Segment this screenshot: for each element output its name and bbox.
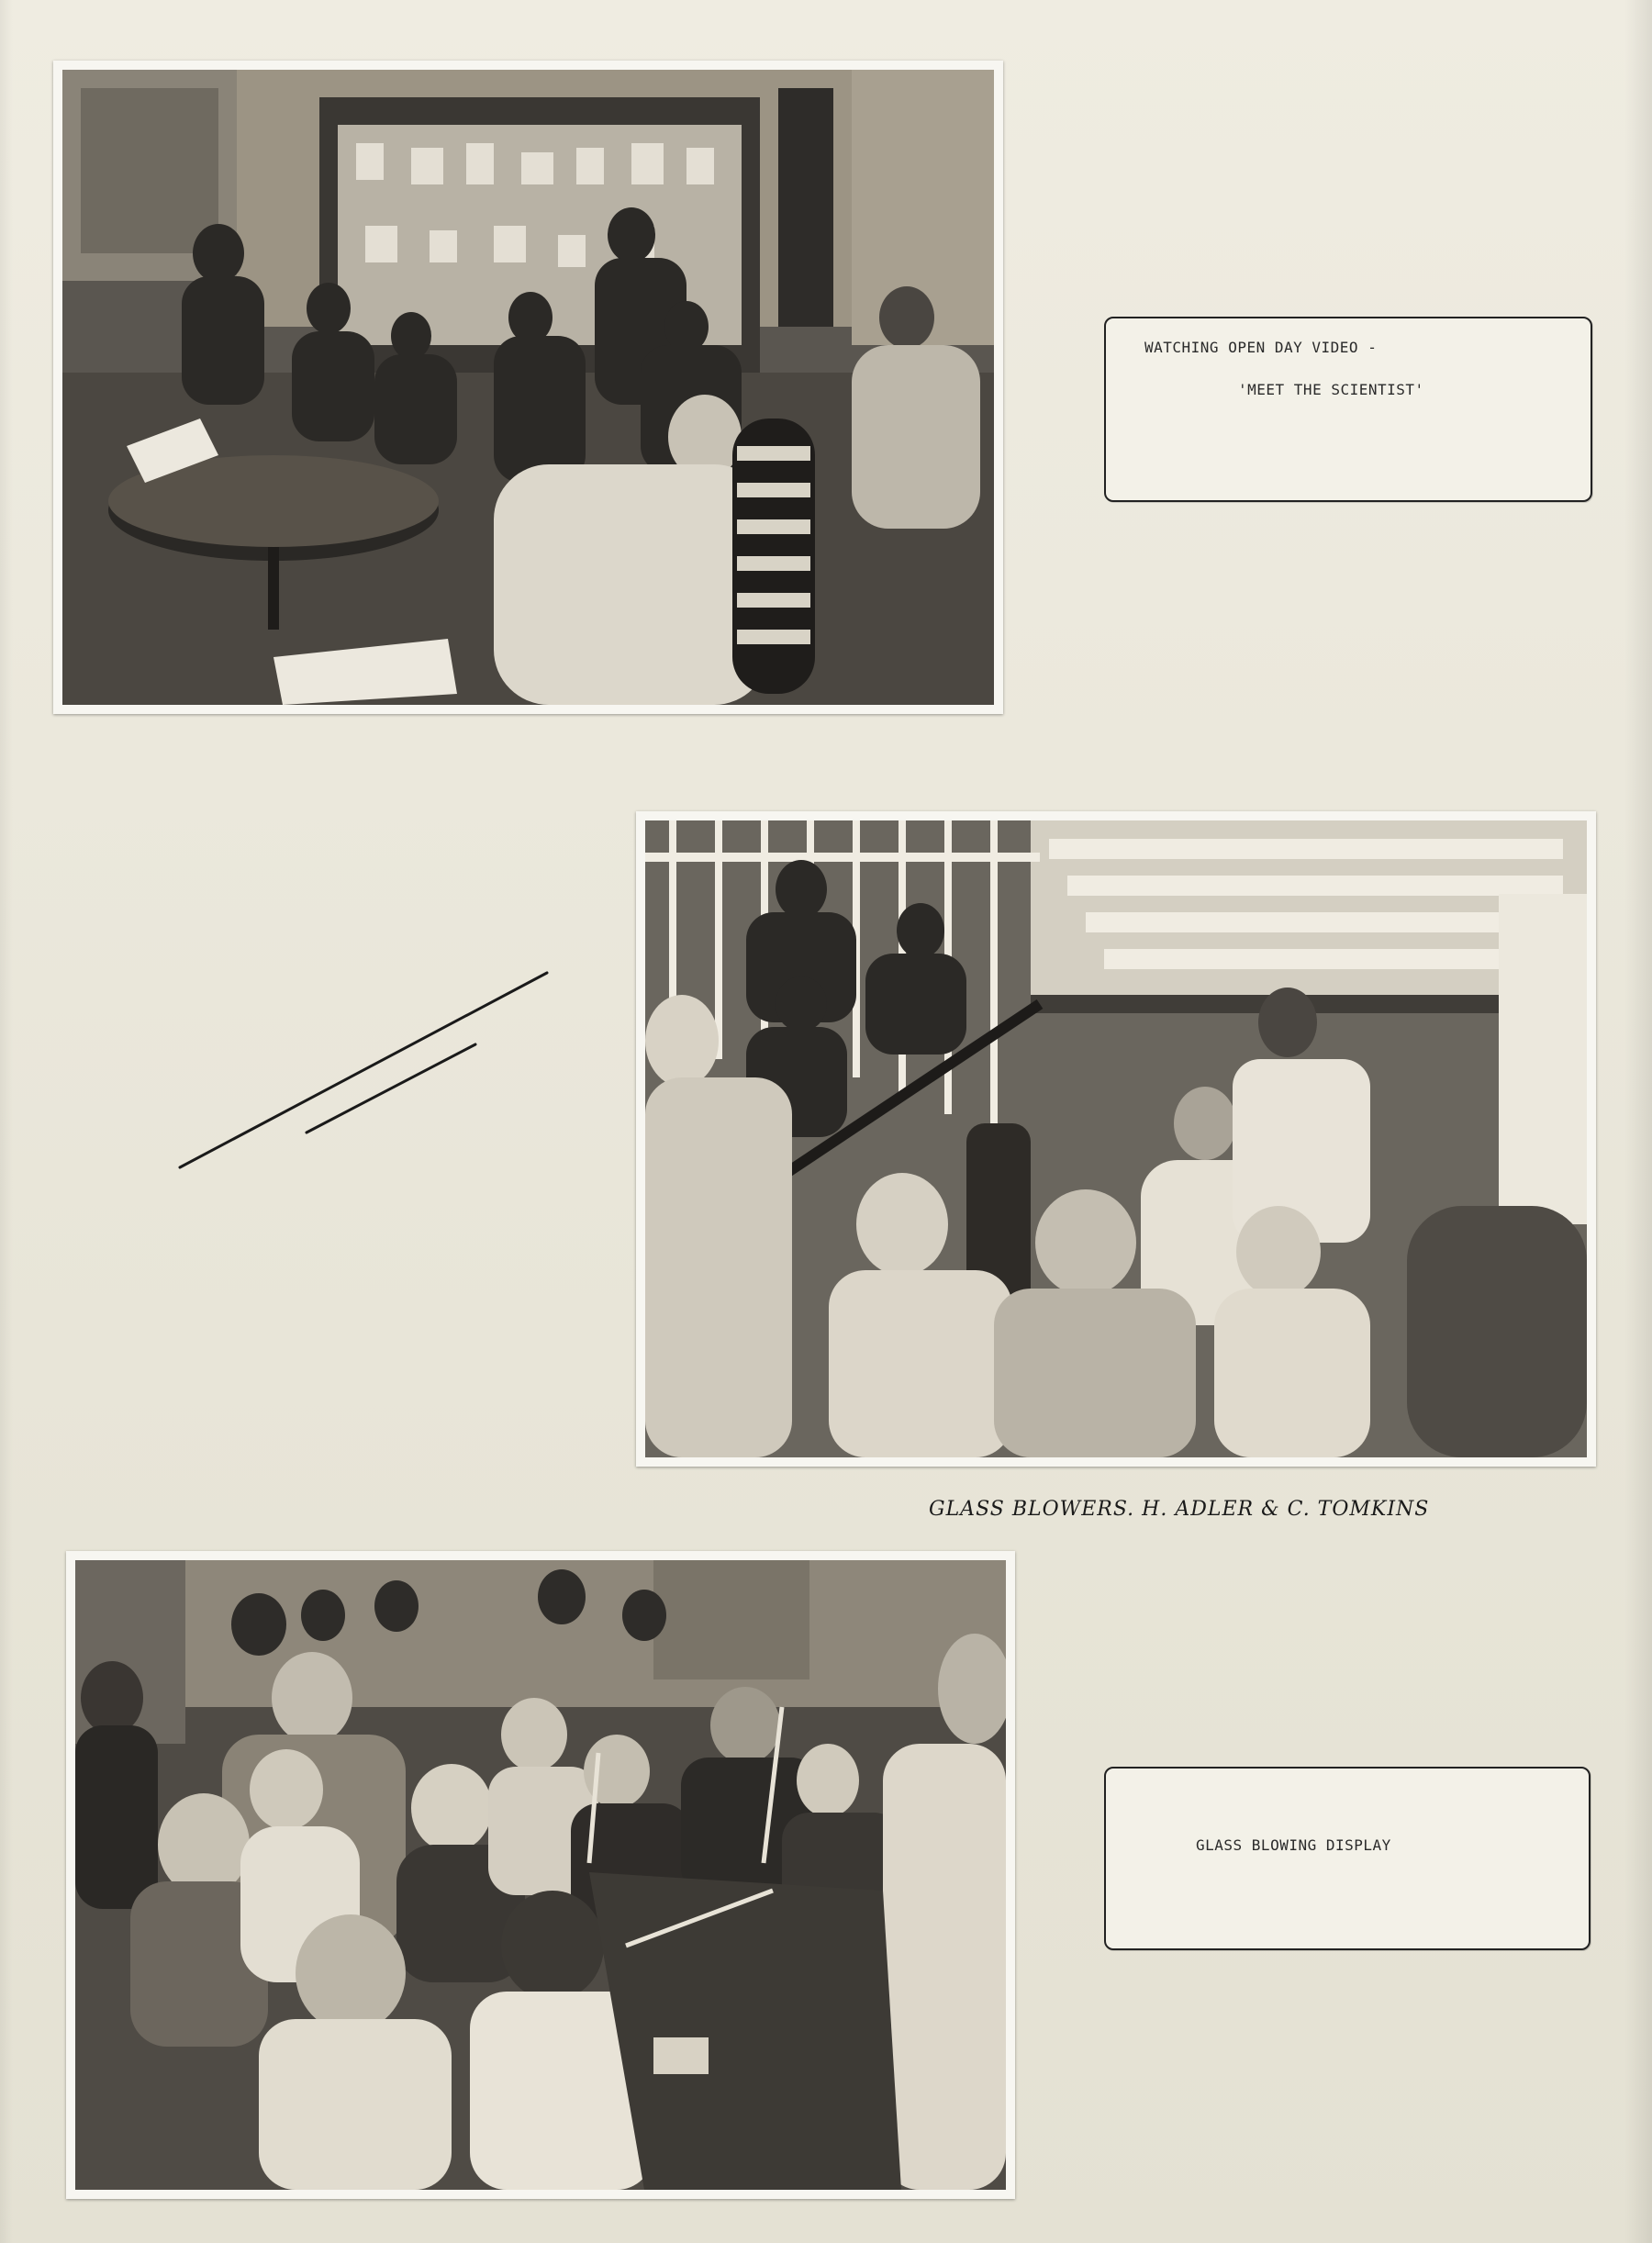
photo-glass-blowers <box>636 811 1596 1467</box>
photo-image <box>645 820 1587 1457</box>
caption-card-glass-blowing-display <box>1104 1767 1591 1950</box>
caption-open-day-line1: WATCHING OPEN DAY VIDEO - <box>1144 339 1378 356</box>
photo-image <box>62 70 994 705</box>
caption-glass-blowing-display: GLASS BLOWING DISPLAY <box>1196 1836 1391 1854</box>
page-edge-shadow <box>1624 0 1652 2243</box>
photo-open-day-video-image <box>62 70 994 705</box>
pen-strokes <box>165 954 569 1184</box>
caption-open-day-line2: 'MEET THE SCIENTIST' <box>1238 381 1424 398</box>
photo-glass-blowing-display <box>66 1551 1015 2199</box>
photo-open-day-video <box>53 61 1003 714</box>
caption-glass-blowers-handwritten: GLASS BLOWERS. H. ADLER & C. TOMKINS <box>929 1498 1430 1521</box>
photo-glass-blowing-display-image <box>75 1560 1006 2190</box>
photo-image <box>75 1560 1006 2190</box>
caption-card-open-day-video <box>1104 317 1592 502</box>
photo-glass-blowers-image <box>645 820 1587 1457</box>
